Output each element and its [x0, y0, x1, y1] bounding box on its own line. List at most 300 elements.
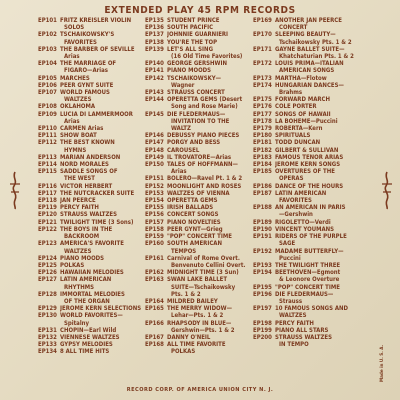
catalog-entry: [145, 341, 258, 348]
catalog-number: EP148: [145, 146, 164, 154]
catalog-entry: [38, 60, 151, 67]
catalog-column-1: [38, 17, 151, 356]
catalog-entry-continuation: Arias: [64, 53, 80, 61]
catalog-number: EP113: [38, 153, 57, 161]
catalog-number: EP151: [145, 175, 164, 183]
catalog-number: EP112: [38, 139, 57, 147]
catalog-entry-continuation: Lehar—Pts. 1 & 2: [171, 312, 224, 320]
catalog-entry: [253, 118, 366, 125]
catalog-number: EP180: [253, 132, 272, 140]
catalog-title-text: LET'S ALL SING: [167, 45, 214, 53]
catalog-title-text: CARMEN Arias: [60, 125, 104, 133]
catalog-title-text: PEER GYNT SUITE: [60, 81, 114, 89]
catalog-title-text: STRAUSS CONCERT: [167, 89, 225, 97]
catalog-entry: [38, 327, 151, 334]
catalog-entry: [253, 233, 366, 240]
catalog-title-text: WORLD FAMOUS: [60, 89, 110, 97]
catalog-title-text: GEORGE GERSHWIN: [167, 60, 228, 68]
catalog-entry-continuation: FAVORITES: [279, 197, 312, 205]
catalog-entry: [145, 139, 258, 146]
catalog-number: EP195: [253, 283, 272, 291]
catalog-entry: [38, 31, 151, 38]
catalog-number: EP133: [38, 341, 57, 349]
catalog-title-text: CAROUSEL: [167, 146, 200, 154]
catalog-number: EP199: [253, 326, 272, 334]
catalog-entry: [38, 125, 151, 132]
catalog-number: EP186: [253, 182, 272, 190]
catalog-number: EP103: [38, 45, 57, 53]
catalog-entry: [145, 39, 258, 46]
catalog-title-text: GAYNE BALLET SUITE—: [275, 45, 345, 53]
catalog-number: EP149: [145, 153, 164, 161]
catalog-number: EP162: [145, 269, 164, 277]
catalog-entry-continuation: TEMPOS: [171, 247, 197, 255]
catalog-entry-continuation: WALTZES: [279, 312, 307, 320]
catalog-title-text: JEROME KERN SONGS: [275, 161, 341, 169]
catalog-entry: [145, 17, 258, 24]
catalog-number: EP187: [253, 189, 272, 197]
catalog-entry: [38, 255, 151, 262]
catalog-number: EP134: [38, 348, 57, 356]
catalog-number: EP142: [145, 74, 164, 82]
catalog-number: EP192: [253, 247, 272, 255]
catalog-number: EP121: [38, 218, 57, 226]
catalog-entry-continuation: IN TEMPO: [279, 341, 309, 349]
catalog-title-text: Carnival of Rome Overt.: [167, 254, 240, 262]
catalog-title-text: ANOTHER JAN PEERCE: [275, 17, 342, 24]
catalog-title-text: RHAPSODY IN BLUE—: [167, 319, 232, 327]
catalog-number: EP147: [145, 139, 164, 147]
catalog-entry: [253, 204, 366, 211]
catalog-number: EP150: [145, 161, 164, 169]
catalog-title-text: THE MERRY WIDOW—: [167, 305, 232, 313]
catalog-entry-continuation: AMERICAN SONGS: [279, 67, 335, 75]
catalog-entry: [145, 334, 258, 341]
catalog-entry: [38, 89, 151, 96]
catalog-number: EP144: [145, 96, 164, 104]
catalog-entry-continuation: Pts. 1 & 2: [171, 290, 201, 298]
catalog-number: EP130: [38, 312, 57, 320]
catalog-number: EP123: [38, 240, 57, 248]
catalog-title-text: PIANO MOODS: [167, 67, 212, 75]
catalog-title-text: PEER GYNT—Grieg: [167, 225, 223, 233]
catalog-number: EP137: [145, 31, 164, 39]
catalog-entry: [253, 248, 366, 255]
catalog-column-2: [145, 17, 258, 356]
catalog-title-text: THE BARBER OF SEVILLE: [60, 45, 135, 53]
catalog-title-text: FRITZ KREISLER VIOLIN: [60, 17, 132, 24]
catalog-entry: [253, 334, 366, 341]
catalog-title-text: PIANO NOVELTIES: [167, 218, 221, 226]
catalog-number: EP165: [145, 305, 164, 313]
catalog-number: EP102: [38, 31, 57, 39]
catalog-entry: [38, 111, 151, 118]
catalog-title-text: SPIRITUALS: [275, 132, 311, 140]
catalog-number: EP185: [253, 168, 272, 176]
catalog-entry: [253, 147, 366, 154]
catalog-title-text: JEROME KERN SELECTIONS: [60, 305, 142, 313]
catalog-number: EP132: [38, 333, 57, 341]
catalog-entry-continuation: Strauss: [279, 297, 303, 305]
catalog-entry-continuation: Gershwin—Pts. 1 & 2: [171, 326, 235, 334]
catalog-number: EP168: [145, 341, 164, 349]
catalog-number: EP143: [145, 89, 164, 97]
catalog-title-text: IMMORTAL MELODIES: [60, 290, 125, 298]
catalog-title-text: THE MARRIAGE OF: [60, 60, 117, 68]
catalog-entry-continuation: HYMNS: [64, 146, 87, 154]
catalog-title-text: THE BEST KNOWN: [60, 139, 115, 147]
catalog-title-text: IL TROVATORE—Arias: [167, 153, 232, 161]
label-logo-right-icon: [378, 170, 396, 210]
catalog-title-text: LATIN AMERICAN: [60, 276, 112, 284]
catalog-number: EP184: [253, 161, 272, 169]
catalog-title-text: HAWAIIAN MELODIES: [60, 269, 124, 277]
catalog-entry: [253, 31, 366, 38]
catalog-entry: [145, 305, 258, 312]
catalog-title-text: BEETHOVEN—Egmont: [275, 269, 341, 277]
catalog-title-text: GYPSY MELODIES: [60, 341, 113, 349]
catalog-number: EP152: [145, 182, 164, 190]
catalog-entry: [38, 168, 151, 175]
catalog-number: EP110: [38, 125, 57, 133]
catalog-number: EP169: [253, 17, 272, 24]
catalog-number: EP115: [38, 168, 57, 176]
catalog-title-text: BOLERO—Ravel Pt. 1 & 2: [167, 175, 243, 183]
catalog-title-text: STRAUSS WALTZES: [275, 333, 332, 341]
catalog-number: EP200: [253, 333, 272, 341]
catalog-entry: [38, 312, 151, 319]
catalog-title-text: STRAUSS WALTZES: [60, 211, 117, 219]
catalog-number: EP107: [38, 89, 57, 97]
made-in-usa-note: Made in U. S. A.: [380, 344, 385, 382]
catalog-title-text: SWAN LAKE BALLET: [167, 276, 228, 284]
catalog-number: EP108: [38, 103, 57, 111]
catalog-title-text: DANCE OF THE HOURS: [275, 182, 344, 190]
catalog-number: EP177: [253, 110, 272, 118]
catalog-entry: [38, 75, 151, 82]
catalog-number: EP122: [38, 225, 57, 233]
publisher-footer: RECORD CORP. OF AMERICA UNION CITY N. J.: [126, 387, 274, 393]
catalog-number: EP170: [253, 31, 272, 39]
catalog-entry: [38, 219, 151, 226]
catalog-title-text: MOONLIGHT AND ROSES: [167, 182, 242, 190]
catalog-entry-continuation: Arias: [64, 117, 80, 125]
catalog-title-text: AMERICA'S FAVORITE: [60, 240, 124, 248]
catalog-number: EP176: [253, 103, 272, 111]
catalog-number: EP125: [38, 261, 57, 269]
catalog-title-text: THE NUTCRACKER SUITE: [60, 189, 135, 197]
catalog-entry: [253, 111, 366, 118]
catalog-entry: [145, 320, 258, 327]
catalog-entry: [38, 276, 151, 283]
catalog-title-text: JOHNNIE GUARNIERI: [167, 31, 229, 39]
catalog-entry: [253, 139, 366, 146]
catalog-entry: [145, 183, 258, 190]
catalog-entry: [38, 161, 151, 168]
catalog-number: EP194: [253, 269, 272, 277]
catalog-number: EP193: [253, 261, 272, 269]
catalog-title-text: VICTOR HERBERT: [60, 182, 113, 190]
catalog-entry: [145, 219, 258, 226]
catalog-number: EP117: [38, 189, 57, 197]
catalog-title-text: DIE FLEDERMAUS—: [167, 110, 226, 118]
catalog-entry: [145, 154, 258, 161]
catalog-entry-continuation: & Leonore Overture: [279, 276, 340, 284]
catalog-title-text: PERCY FAITH: [60, 204, 99, 212]
catalog-number: EP172: [253, 60, 272, 68]
catalog-entry: [38, 291, 151, 298]
catalog-title-text: COLE PORTER: [275, 103, 317, 111]
catalog-entry: [145, 190, 258, 197]
catalog-number: EP153: [145, 189, 164, 197]
catalog-entry-continuation: Arias: [171, 168, 187, 176]
catalog-title-text: FORWARD MARCH: [275, 96, 331, 104]
catalog-number: EP198: [253, 319, 272, 327]
catalog-entry-continuation: (16 Old Time Favorites): [171, 53, 243, 61]
catalog-number: EP191: [253, 233, 272, 241]
catalog-title-text: OPERETTA GEMS (Desert: [167, 96, 243, 104]
catalog-entry: [38, 204, 151, 211]
catalog-number: EP124: [38, 254, 57, 262]
catalog-number: EP139: [145, 45, 164, 53]
catalog-title-text: TODD DUNCAN: [275, 139, 321, 147]
catalog-entry-continuation: Song and Rose Marie): [171, 103, 238, 111]
catalog-title-text: "POP" CONCERT TIME: [167, 233, 232, 241]
catalog-entry: [253, 284, 366, 291]
catalog-title-text: RIGOLETTO—Verdi: [275, 218, 331, 226]
catalog-number: EP109: [38, 110, 57, 118]
catalog-number: EP196: [253, 290, 272, 298]
catalog-number: EP163: [145, 276, 164, 284]
catalog-title-text: TWILIGHT TIME (3 Sons): [60, 218, 134, 226]
catalog-number: EP101: [38, 17, 57, 24]
catalog-entry: [145, 89, 258, 96]
catalog-entry: [145, 111, 258, 118]
catalog-number: EP197: [253, 305, 272, 313]
catalog-title-text: LUCIA DI LAMMERMOOR: [60, 110, 133, 118]
catalog-number: EP127: [38, 276, 57, 284]
catalog-number: EP104: [38, 60, 57, 68]
catalog-number: EP167: [145, 333, 164, 341]
catalog-number: EP116: [38, 182, 57, 190]
catalog-entry: [145, 31, 258, 38]
catalog-entry: [145, 269, 258, 276]
catalog-number: EP183: [253, 153, 272, 161]
catalog-title-text: OVERTURES OF THE: [275, 168, 335, 176]
catalog-number: EP105: [38, 74, 57, 82]
catalog-entry: [145, 175, 258, 182]
catalog-entry: [253, 168, 366, 175]
catalog-title-text: AN AMERICAN IN PARIS: [275, 204, 346, 212]
catalog-entry: [253, 132, 366, 139]
catalog-number: EP129: [38, 305, 57, 313]
catalog-entry: [145, 161, 258, 168]
catalog-entry: [38, 103, 151, 110]
catalog-entry: [253, 262, 366, 269]
catalog-number: EP135: [145, 17, 164, 24]
catalog-number: EP138: [145, 38, 164, 46]
catalog-entry: [38, 226, 151, 233]
catalog-column-3: [253, 17, 366, 348]
catalog-title-text: OKLAHOMA: [60, 103, 96, 111]
catalog-entry-continuation: POLKAS: [171, 348, 196, 356]
catalog-number: EP154: [145, 197, 164, 205]
catalog-title-text: "POP" CONCERT TIME: [275, 283, 340, 291]
catalog-entry: [38, 262, 151, 269]
catalog-entry: [145, 75, 258, 82]
catalog-title-text: DIE FLEDERMAUS—: [275, 290, 334, 298]
catalog-entry: [253, 161, 366, 168]
catalog-entry: [145, 226, 258, 233]
catalog-title-text: TSCHAIKOWSKY—: [167, 74, 222, 82]
catalog-entry: [145, 46, 258, 53]
catalog-entry-continuation: INVITATION TO THE: [171, 117, 230, 125]
catalog-entry: [145, 96, 258, 103]
catalog-title-text: TSCHAIKOWSKY'S: [60, 31, 115, 39]
catalog-title-text: SHOW BOAT: [60, 132, 97, 140]
catalog-title-text: PIANO MOODS: [60, 254, 105, 262]
catalog-entry: [38, 334, 151, 341]
catalog-entry: [253, 96, 366, 103]
catalog-entry: [253, 190, 366, 197]
catalog-entry: [145, 197, 258, 204]
catalog-entry: [253, 269, 366, 276]
catalog-number: EP160: [145, 240, 164, 248]
catalog-entry: [145, 132, 258, 139]
catalog-title-text: PIANO ALL STARS: [275, 326, 329, 334]
catalog-entry: [38, 132, 151, 139]
catalog-title-text: OPERETTA GEMS: [167, 197, 218, 205]
catalog-number: EP136: [145, 24, 164, 32]
catalog-entry-continuation: Wagner: [171, 81, 195, 89]
catalog-entry-continuation: Khatchaturian Pts. 1 & 2: [279, 53, 354, 61]
catalog-entry: [38, 154, 151, 161]
catalog-title-text: MADAME BUTTERFLY—: [275, 247, 344, 255]
catalog-title-text: POLKAS: [60, 261, 85, 269]
catalog-entry-continuation: RHYTHMS: [64, 283, 95, 291]
catalog-entry-continuation: SAGE: [279, 240, 296, 248]
catalog-title: EXTENDED PLAY 45 RPM RECORDS: [104, 5, 296, 16]
catalog-entry: [145, 204, 258, 211]
catalog-entry: [253, 75, 366, 82]
catalog-entry: [38, 269, 151, 276]
catalog-title-text: SLEEPING BEAUTY—: [275, 31, 336, 39]
catalog-title-text: JAN PEERCE: [60, 197, 96, 205]
catalog-entry-continuation: Tschaikowsky Pts. 1 & 2: [279, 38, 352, 46]
catalog-title-text: SOUTH AMERICAN: [167, 240, 222, 248]
catalog-entry-continuation: —Gershwin: [279, 211, 313, 219]
catalog-entry: [253, 82, 366, 89]
catalog-number: EP119: [38, 204, 57, 212]
catalog-title-text: DANNY O'NEIL: [167, 333, 211, 341]
catalog-title-text: YOU'RE THE TOP: [167, 38, 218, 46]
catalog-title-text: LATIN AMERICAN: [275, 189, 327, 197]
catalog-title-text: ALL TIME FAVORITE: [167, 341, 226, 349]
catalog-title-text: MARCHES: [60, 74, 90, 82]
catalog-entry: [145, 67, 258, 74]
catalog-number: EP181: [253, 139, 272, 147]
catalog-title-text: CHOPIN—Earl Wild: [60, 326, 117, 334]
catalog-entry: [38, 82, 151, 89]
catalog-number: EP158: [145, 225, 164, 233]
catalog-entry: [38, 46, 151, 53]
catalog-number: EP179: [253, 125, 272, 133]
catalog-title-text: SOUTH PACIFIC: [167, 24, 214, 32]
catalog-number: EP171: [253, 45, 272, 53]
catalog-entry: [145, 24, 258, 31]
catalog-entry-continuation: WALTZES: [64, 247, 92, 255]
catalog-number: EP178: [253, 117, 272, 125]
catalog-title-text: WALTZES OF VIENNA: [167, 189, 230, 197]
catalog-title-text: GILBERT & SULLIVAN: [275, 146, 339, 154]
catalog-entry: [38, 211, 151, 218]
catalog-number: EP141: [145, 67, 164, 75]
catalog-number: EP111: [38, 132, 57, 140]
catalog-title-text: DEBUSSY PIANO PIECES: [167, 132, 240, 140]
catalog-title-text: STUDENT PRINCE: [167, 17, 220, 24]
catalog-entry: [253, 219, 366, 226]
catalog-title-text: MIDNIGHT TIME (3 Sun): [167, 269, 239, 277]
catalog-title-text: THE BOYS IN THE: [60, 225, 113, 233]
catalog-number: EP189: [253, 218, 272, 226]
catalog-title-text: VIENNESE WALTZES: [60, 333, 120, 341]
catalog-number: EP118: [38, 197, 57, 205]
catalog-entry: [145, 60, 258, 67]
catalog-number: EP126: [38, 269, 57, 277]
catalog-entry: [253, 154, 366, 161]
catalog-entry: [38, 305, 151, 312]
catalog-entry-continuation: THE WEST: [64, 175, 95, 183]
catalog-entry: [253, 17, 366, 24]
catalog-entry: [253, 183, 366, 190]
catalog-title-text: SONGS OF HAWAII: [275, 110, 331, 118]
catalog-title-text: IRISH BALLADS: [167, 204, 214, 212]
catalog-entry: [145, 240, 258, 247]
catalog-entry-continuation: Spitalny: [64, 319, 90, 327]
catalog-entry: [253, 46, 366, 53]
catalog-entry: [38, 139, 151, 146]
catalog-entry: [145, 298, 258, 305]
catalog-entry-continuation: WALTZES: [64, 96, 92, 104]
catalog-entry-continuation: BACKROOM: [64, 233, 100, 241]
catalog-title-text: ROBERTA—Kern: [275, 125, 323, 133]
catalog-entry: [145, 147, 258, 154]
catalog-number: EP161: [145, 254, 164, 262]
catalog-entry: [38, 197, 151, 204]
catalog-title-text: LOUIS PRIMA—ITALIAN: [275, 60, 344, 68]
label-logo-left-icon: [6, 170, 24, 210]
catalog-title-text: PERCY FAITH: [275, 319, 314, 327]
catalog-title-text: WORLD FAVORITES—: [60, 312, 123, 320]
catalog-entry: [145, 276, 258, 283]
catalog-entry-continuation: OPERAS: [279, 175, 304, 183]
catalog-number: EP131: [38, 326, 57, 334]
catalog-title-text: MARTHA—Flotow: [275, 74, 327, 82]
catalog-title-text: TALES OF HOFFMANN—: [167, 161, 238, 169]
catalog-title-text: MARIAN ANDERSON: [60, 153, 121, 161]
catalog-title-text: VINCENT YOUMANS: [275, 225, 335, 233]
catalog-number: EP174: [253, 81, 272, 89]
catalog-entry: [145, 255, 258, 262]
catalog-title-text: RIDERS OF THE PURPLE: [275, 233, 347, 241]
catalog-entry: [38, 240, 151, 247]
catalog-entry: [253, 60, 366, 67]
catalog-title-text: LA BOHEME—Puccini: [275, 117, 338, 125]
catalog-number: EP182: [253, 146, 272, 154]
catalog-number: EP156: [145, 211, 164, 219]
catalog-entry: [145, 233, 258, 240]
catalog-entry: [253, 291, 366, 298]
